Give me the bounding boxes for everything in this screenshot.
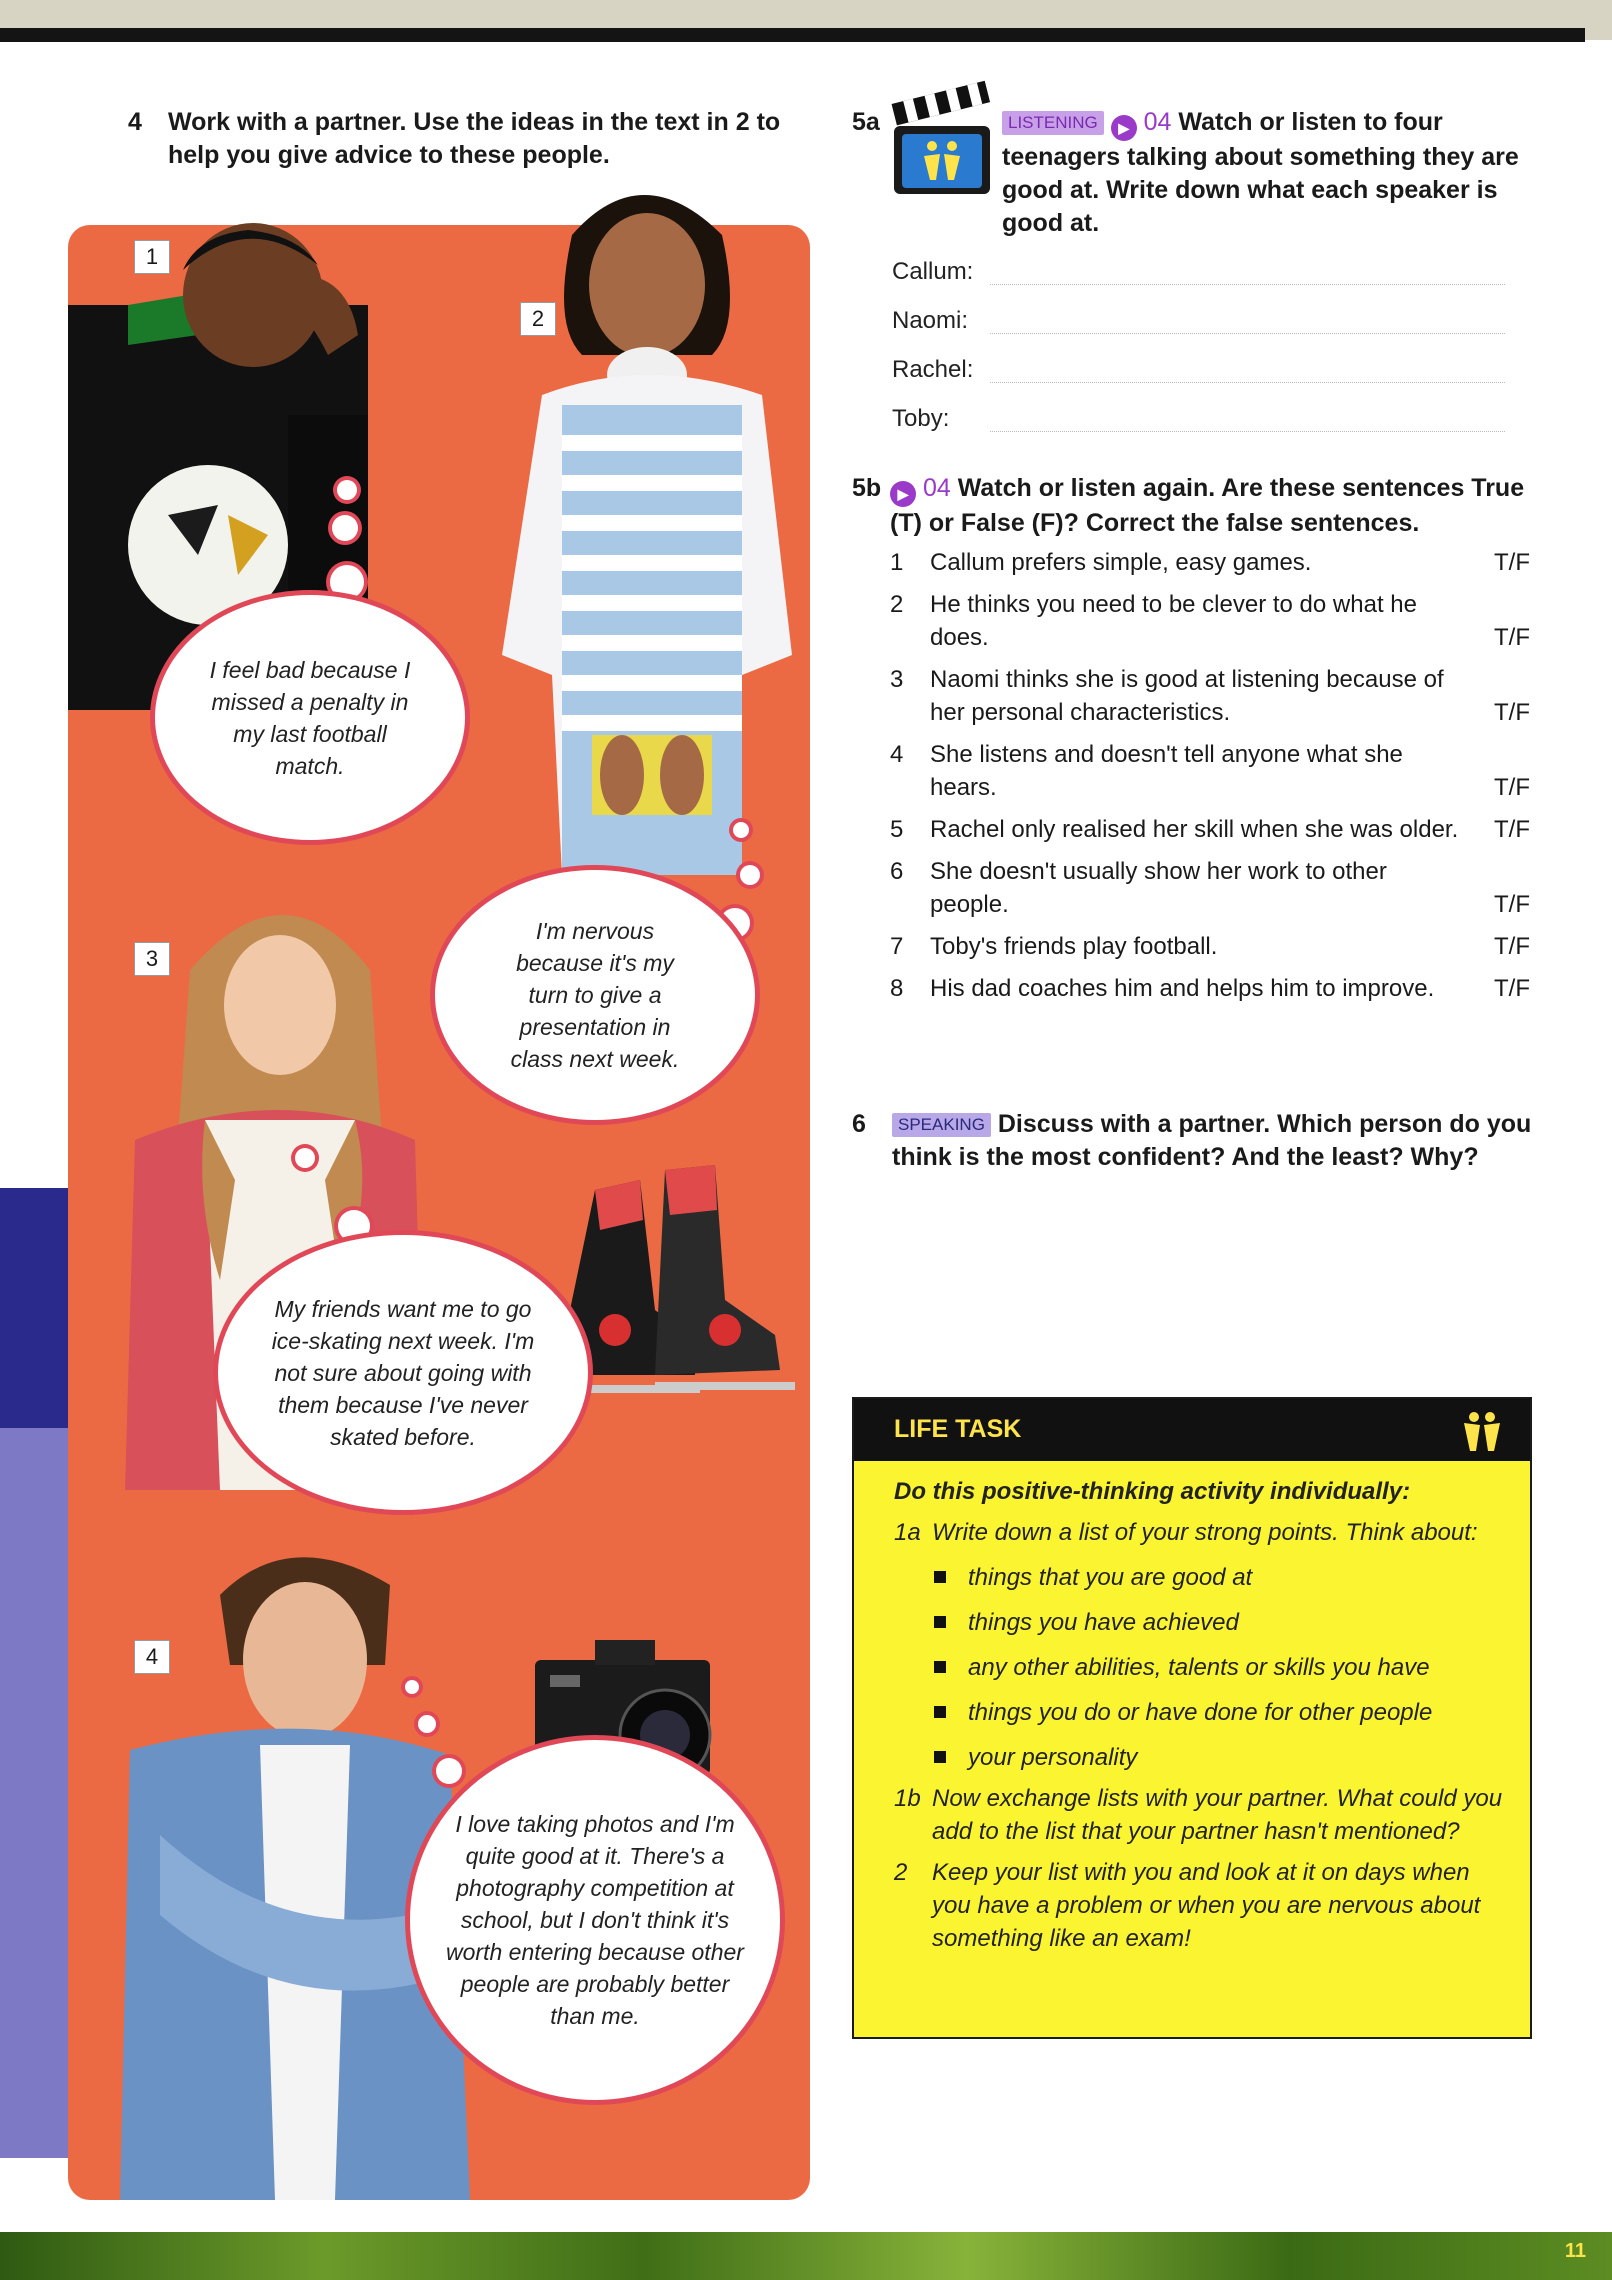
play-icon[interactable]: ▶ <box>890 481 916 507</box>
true-false-choice[interactable]: T/F <box>1494 699 1530 726</box>
girl-with-headphones-photo <box>492 175 812 895</box>
track-number: 04 <box>1143 108 1172 136</box>
exercise-instruction: Watch or listen to four teenagers talking about something they are good at. Write down what each speaker is good at. <box>1002 108 1519 237</box>
listening-badge: LISTENING <box>1002 111 1104 135</box>
true-false-choice[interactable]: T/F <box>1494 933 1530 960</box>
thought-bubble-4 <box>410 1740 780 2100</box>
person-number: 2 <box>520 302 556 336</box>
thought-text: I feel bad because I missed a penalty in my last football match. <box>209 656 411 779</box>
thought-text: My friends want me to go ice-skating next week. I'm not sure about going with them because I've never skated before. <box>271 1295 535 1450</box>
item-text: Toby's friends play football. <box>930 933 1218 960</box>
true-false-list <box>890 546 1530 1014</box>
task-step-1b <box>894 1782 1514 1848</box>
exercise-instruction: Watch or listen again. Are these sentences True (T) or False (F)? Correct the false sentences. <box>890 474 1525 537</box>
life-task-title: LIFE TASK <box>894 1415 1022 1443</box>
side-tab-blue <box>0 1188 68 1428</box>
exercise-5a-number: 5a <box>852 108 880 136</box>
thought-dot <box>733 822 749 838</box>
list-item <box>890 663 1530 729</box>
speaking-badge: SPEAKING <box>892 1113 991 1137</box>
true-false-choice[interactable]: T/F <box>1494 816 1530 843</box>
step-number: 1a <box>894 1519 921 1546</box>
thought-dot <box>405 1680 419 1694</box>
top-dark-strip <box>0 28 1585 42</box>
item-text: Callum prefers simple, easy games. <box>930 549 1312 576</box>
list-item: your personality <box>934 1741 1514 1774</box>
item-text: He thinks you need to be clever to do what he does. <box>930 591 1417 651</box>
ice-skates-photo <box>555 1160 800 1410</box>
list-item: things you have achieved <box>934 1606 1514 1639</box>
play-icon[interactable]: ▶ <box>1111 115 1137 141</box>
exercise-instruction: Work with a partner. Use the ideas in the text in 2 to help you give advice to these people. <box>168 108 781 169</box>
person-number: 1 <box>134 240 170 274</box>
video-clapperboard-icon <box>890 80 994 198</box>
step-number: 1b <box>894 1785 921 1812</box>
step-text: Now exchange lists with your partner. What could you add to the list that your partner hasn't mentioned? <box>932 1785 1503 1845</box>
exercise-4-heading <box>128 106 818 172</box>
true-false-choice[interactable]: T/F <box>1494 891 1530 918</box>
answer-line[interactable] <box>990 382 1505 383</box>
true-false-choice[interactable]: T/F <box>1494 549 1530 576</box>
side-tab-lavender <box>0 1428 68 2158</box>
list-item <box>890 855 1530 921</box>
step-text: Keep your list with you and look at it on days when you have a problem or when you are nervous about something like an exam! <box>932 1859 1481 1952</box>
item-text: Naomi thinks she is good at listening because of her personal characteristics. <box>930 666 1444 726</box>
answer-line[interactable] <box>990 333 1505 334</box>
life-task-header <box>854 1399 1530 1461</box>
list-item <box>890 588 1530 654</box>
person-number: 3 <box>134 942 170 976</box>
list-item <box>890 738 1530 804</box>
list-item <box>890 930 1530 963</box>
list-item <box>890 813 1530 846</box>
answer-line[interactable] <box>990 431 1505 432</box>
speaker-label: Toby: <box>892 405 950 432</box>
item-number: 7 <box>890 933 904 960</box>
thought-dot <box>740 865 760 885</box>
thought-dot <box>295 1148 315 1168</box>
exercise-6-heading <box>852 1108 1532 1174</box>
step-text: Write down a list of your strong points. Think about: <box>932 1519 1478 1546</box>
list-item: things that you are good at <box>934 1561 1514 1594</box>
track-number: 04 <box>922 474 951 502</box>
grass-footer-strip <box>0 2232 1612 2280</box>
item-text: Rachel only realised her skill when she was older. <box>930 816 1459 843</box>
list-item <box>890 972 1530 1005</box>
item-number: 5 <box>890 816 904 843</box>
true-false-choice[interactable]: T/F <box>1494 774 1530 801</box>
task-step-2 <box>894 1856 1514 1955</box>
strong-points-list <box>894 1561 1514 1774</box>
item-text: His dad coaches him and helps him to improve. <box>930 975 1435 1002</box>
speaker-label: Callum: <box>892 258 974 285</box>
speaker-label: Naomi: <box>892 307 969 334</box>
life-task-box <box>852 1397 1532 2039</box>
person-number: 4 <box>134 1640 170 1674</box>
thought-dot <box>418 1715 436 1733</box>
item-number: 2 <box>890 591 904 618</box>
exercise-instruction-wrap <box>852 472 1542 540</box>
answer-line[interactable] <box>990 284 1505 285</box>
exercise-5b-heading <box>852 472 1542 540</box>
speaker-label: Rachel: <box>892 356 974 383</box>
thought-dot <box>436 1758 462 1784</box>
exercise-number: 4 <box>128 108 142 136</box>
thought-dot <box>337 480 357 500</box>
list-item <box>890 546 1530 579</box>
list-item: things you do or have done for other people <box>934 1696 1514 1729</box>
page-number: 11 <box>1564 2240 1586 2262</box>
item-number: 1 <box>890 549 904 576</box>
thought-text: I'm nervous because it's my turn to give a presentation in class next week. <box>510 918 680 1072</box>
true-false-choice[interactable]: T/F <box>1494 624 1530 651</box>
life-task-intro: Do this positive-thinking activity individually: <box>894 1478 1411 1505</box>
item-text: She listens and doesn't tell anyone what she hears. <box>930 741 1403 801</box>
item-number: 4 <box>890 741 904 768</box>
thought-bubble-2 <box>435 870 755 1120</box>
thought-text: I love taking photos and I'm quite good at it. There's a photography competition at school, but I don't think it's worth entering because other people are probably better than me. <box>446 1811 744 2029</box>
life-task-body <box>894 1475 1514 1955</box>
list-item: any other abilities, talents or skills you have <box>934 1651 1514 1684</box>
exercise-number: 5b <box>852 474 882 502</box>
item-number: 3 <box>890 666 904 693</box>
true-false-choice[interactable]: T/F <box>1494 975 1530 1002</box>
item-number: 8 <box>890 975 904 1002</box>
thought-bubble-3 <box>218 1235 588 1510</box>
thought-bubble-1 <box>155 595 465 840</box>
thought-dot <box>332 515 358 541</box>
life-task-people-icon <box>1460 1409 1504 1458</box>
step-number: 2 <box>894 1859 908 1886</box>
exercise-number: 6 <box>852 1110 866 1138</box>
task-step-1a <box>894 1516 1514 1549</box>
exercise-instruction: Discuss with a partner. Which person do you think is the most confident? And the least? Why? <box>892 1110 1532 1171</box>
item-text: She doesn't usually show her work to other people. <box>930 858 1387 918</box>
exercise-5a-heading <box>1002 106 1542 240</box>
thought-dot <box>330 565 364 599</box>
item-number: 6 <box>890 858 904 885</box>
